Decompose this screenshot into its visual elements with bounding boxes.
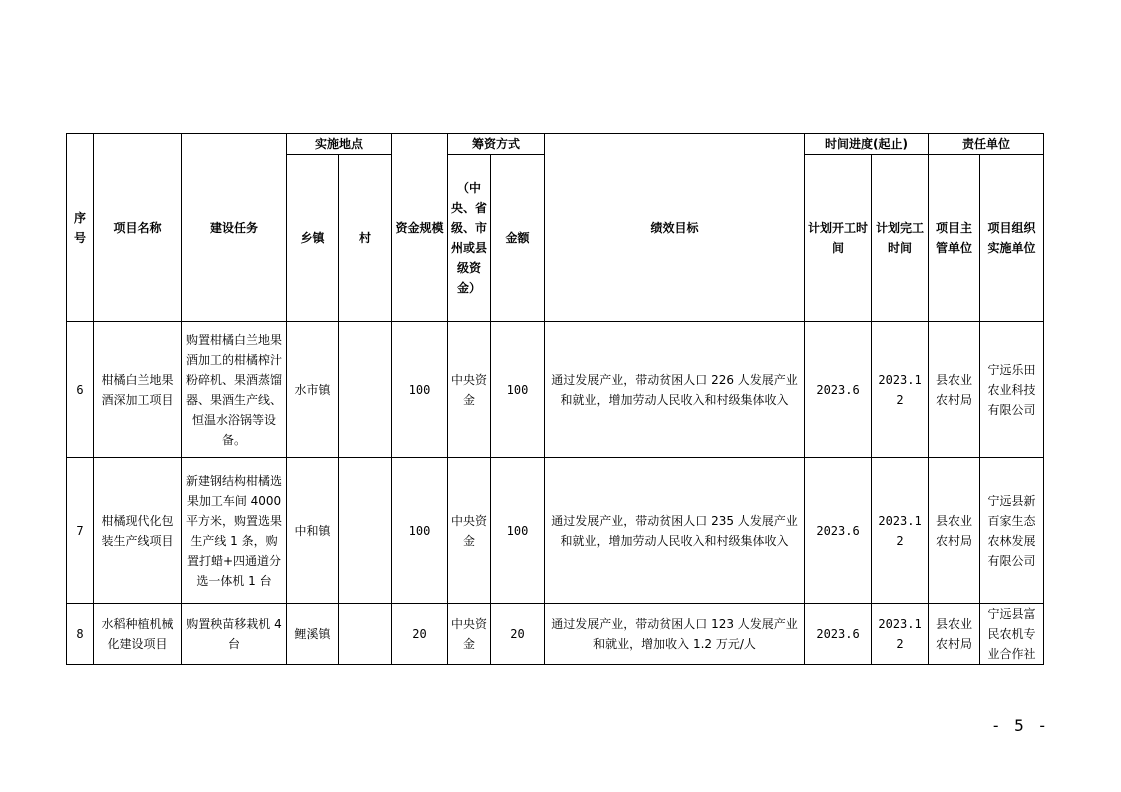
table-row: [67, 604, 1044, 665]
row-start: 2023.6: [805, 458, 872, 604]
row-task: 新建钢结构柑橘选果加工车间 4000 平方米，购置选果生产线 1 条，购置打蜡+四通道分选一体机 1 台: [182, 458, 287, 604]
row-scale: 100: [392, 458, 448, 604]
row-start: 2023.6: [805, 604, 872, 665]
header-village: 村: [339, 155, 392, 322]
header-scale: 资金规模: [392, 134, 448, 322]
row-goal: 通过发展产业，带动贫困人口 235 人发展产业和就业，增加劳动人民收入和村级集体收入: [545, 458, 805, 604]
row-task: 购置柑橘白兰地果酒加工的柑橘榨汁粉碎机、果酒蒸馏器、果酒生产线、恒温水浴锅等设备。: [182, 322, 287, 458]
row-seq: 8: [67, 604, 94, 665]
project-table: [66, 133, 1044, 665]
header-town: 乡镇: [287, 155, 339, 322]
row-seq: 6: [67, 322, 94, 458]
header-seq: 序号: [67, 134, 94, 322]
header-dept: 项目主管单位: [929, 155, 980, 322]
row-fund-source: 中央资金: [448, 322, 491, 458]
row-town: 水市镇: [287, 322, 339, 458]
row-end: 2023.12: [872, 322, 929, 458]
row-town: 中和镇: [287, 458, 339, 604]
row-fund-source: 中央资金: [448, 604, 491, 665]
row-org: 宁远县新百家生态农林发展有限公司: [980, 458, 1044, 604]
header-goal: 绩效目标: [545, 134, 805, 322]
row-fund-source: 中央资金: [448, 458, 491, 604]
row-org: 宁远乐田农业科技有限公司: [980, 322, 1044, 458]
row-village: [339, 322, 392, 458]
row-start: 2023.6: [805, 322, 872, 458]
row-amount: 20: [491, 604, 545, 665]
header-amount: 金额: [491, 155, 545, 322]
header-fund-source: （中央、省级、市州或县级资金）: [448, 155, 491, 322]
row-village: [339, 604, 392, 665]
row-name: 柑橘现代化包装生产线项目: [94, 458, 182, 604]
page-number: - 5 -: [990, 716, 1049, 735]
row-goal: 通过发展产业，带动贫困人口 226 人发展产业和就业，增加劳动人民收入和村级集体收入: [545, 322, 805, 458]
row-org: 宁远县富民农机专业合作社: [980, 604, 1044, 665]
row-village: [339, 458, 392, 604]
header-name: 项目名称: [94, 134, 182, 322]
row-town: 鲤溪镇: [287, 604, 339, 665]
header-start: 计划开工时间: [805, 155, 872, 322]
row-end: 2023.12: [872, 604, 929, 665]
row-task: 购置秧苗移栽机 4 台: [182, 604, 287, 665]
header-resp-group: 责任单位: [929, 134, 1044, 155]
table-row: [67, 458, 1044, 604]
header-task: 建设任务: [182, 134, 287, 322]
row-end: 2023.12: [872, 458, 929, 604]
row-dept: 县农业农村局: [929, 458, 980, 604]
header-funding-group: 筹资方式: [448, 134, 545, 155]
row-name: 水稻种植机械化建设项目: [94, 604, 182, 665]
header-org: 项目组织实施单位: [980, 155, 1044, 322]
row-name: 柑橘白兰地果酒深加工项目: [94, 322, 182, 458]
table-row: [67, 322, 1044, 458]
row-dept: 县农业农村局: [929, 604, 980, 665]
row-scale: 100: [392, 322, 448, 458]
header-schedule-group: 时间进度(起止): [805, 134, 929, 155]
row-amount: 100: [491, 322, 545, 458]
header-row-1: [67, 134, 1044, 155]
row-dept: 县农业农村局: [929, 322, 980, 458]
row-amount: 100: [491, 458, 545, 604]
header-end: 计划完工时间: [872, 155, 929, 322]
header-location-group: 实施地点: [287, 134, 392, 155]
row-scale: 20: [392, 604, 448, 665]
row-seq: 7: [67, 458, 94, 604]
row-goal: 通过发展产业，带动贫困人口 123 人发展产业和就业，增加收入 1.2 万元/人: [545, 604, 805, 665]
